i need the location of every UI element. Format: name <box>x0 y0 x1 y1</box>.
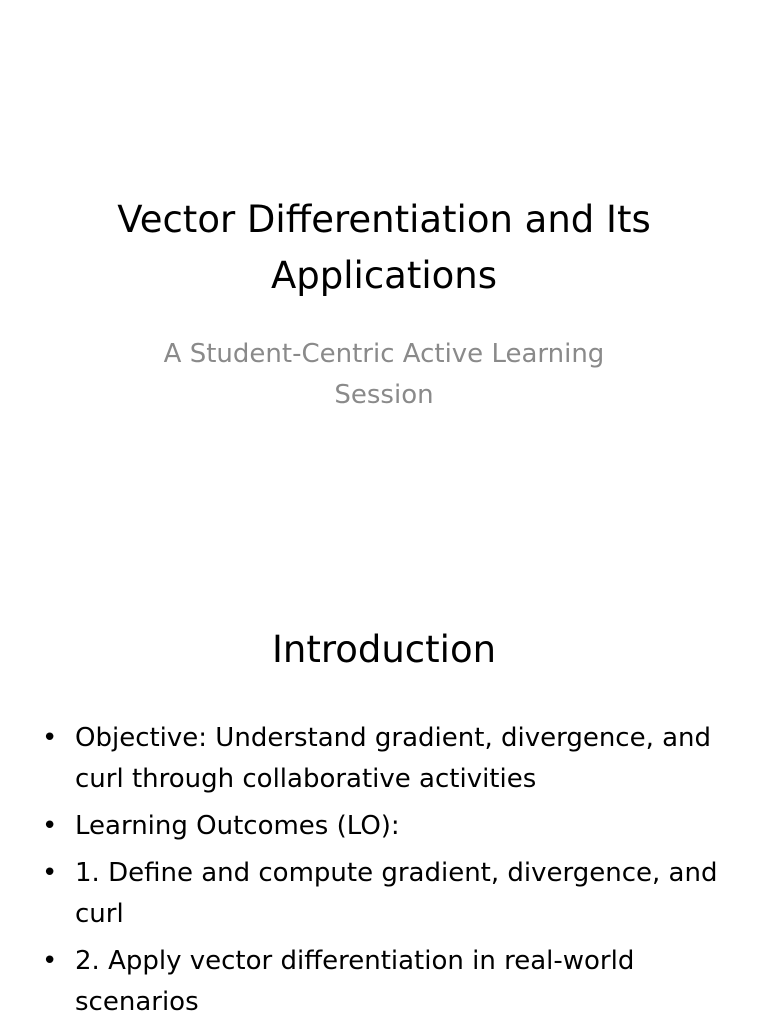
slide-subtitle: A Student-Centric Active Learning Session <box>163 339 605 410</box>
bullet-icon: • <box>42 723 58 753</box>
bullet-list <box>40 718 720 1029</box>
bullet-text: Learning Outcomes (LO): <box>75 811 400 841</box>
bullet-icon: • <box>42 858 58 888</box>
bullet-item <box>40 806 720 847</box>
bullet-item <box>40 941 720 1023</box>
introduction-slide <box>0 576 768 1024</box>
bullet-item <box>40 853 720 935</box>
bullet-icon: • <box>42 811 58 841</box>
slide-title: Vector Differentiation and Its Applications <box>117 198 651 297</box>
section-heading: Introduction <box>271 628 497 671</box>
bullet-item <box>40 718 720 800</box>
bullet-text: Objective: Understand gradient, divergence, and curl through collaborative activities <box>75 723 712 794</box>
bullet-text: 2. Apply vector differentiation in real-world scenarios <box>75 946 635 1017</box>
bullet-icon: • <box>42 946 58 976</box>
bullet-text: 1. Define and compute gradient, divergence, and curl <box>75 858 718 929</box>
